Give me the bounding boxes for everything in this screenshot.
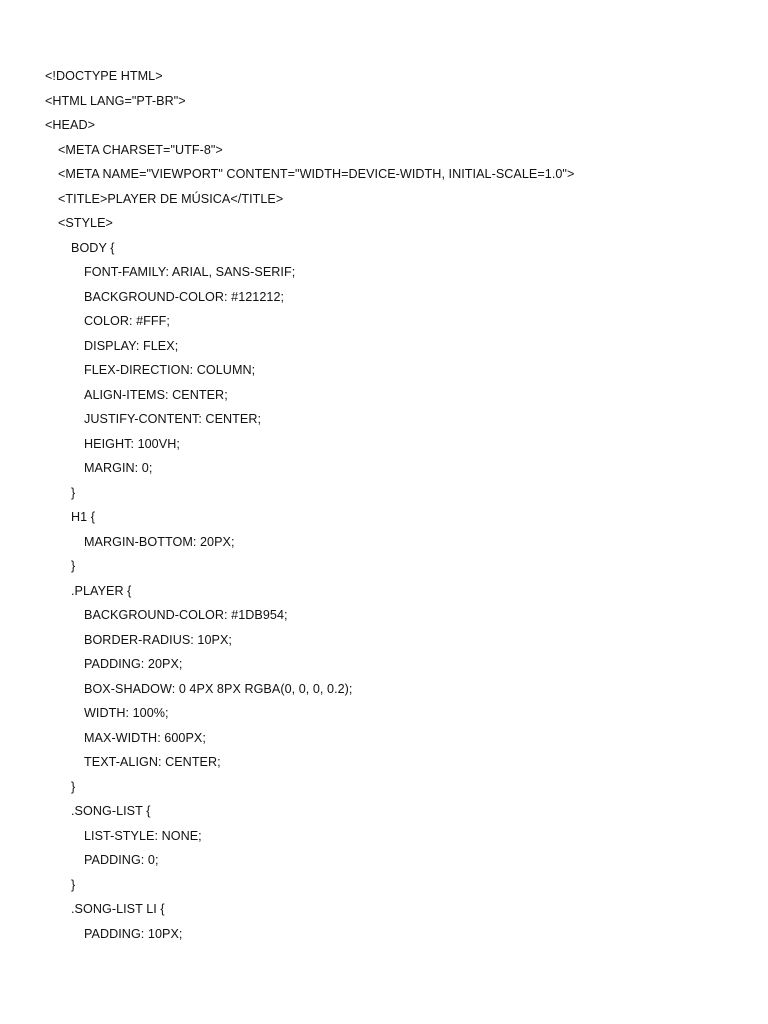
code-line: PADDING: 0; [84, 853, 159, 867]
code-line: HEIGHT: 100VH; [84, 436, 180, 451]
code-line: BACKGROUND-COLOR: #121212; [84, 289, 285, 304]
code-line: <!DOCTYPE HTML> [45, 69, 163, 83]
code-line: MAX-WIDTH: 600PX; [84, 730, 206, 745]
code-line: DISPLAY: FLEX; [84, 338, 179, 353]
code-line: H1 { [71, 510, 96, 524]
code-line: ALIGN-ITEMS: CENTER; [84, 387, 228, 402]
code-line: WIDTH: 100%; [84, 706, 169, 720]
code-line: FONT-FAMILY: ARIAL, SANS-SERIF; [84, 265, 296, 279]
code-line: <META CHARSET="UTF-8"> [58, 142, 223, 157]
code-line: } [71, 877, 76, 892]
code-line: <HTML LANG="PT-BR"> [45, 93, 186, 108]
code-line: .SONG-LIST LI { [71, 902, 165, 916]
code-line: BODY { [71, 240, 115, 255]
code-line: } [71, 559, 76, 573]
code-line: BORDER-RADIUS: 10PX; [84, 632, 232, 647]
code-line: JUSTIFY-CONTENT: CENTER; [84, 412, 262, 426]
code-line: <STYLE> [58, 216, 113, 230]
code-listing [45, 65, 745, 947]
code-line: <TITLE>PLAYER DE MÚSICA</TITLE> [58, 191, 284, 206]
code-line: .PLAYER { [71, 583, 132, 598]
code-line: TEXT-ALIGN: CENTER; [84, 755, 221, 769]
code-line: <HEAD> [45, 118, 95, 132]
code-line: PADDING: 20PX; [84, 657, 183, 671]
code-line: .SONG-LIST { [71, 804, 151, 818]
code-line: } [71, 779, 76, 794]
code-line: PADDING: 10PX; [84, 926, 183, 941]
code-line: LIST-STYLE: NONE; [84, 828, 202, 843]
code-line: } [71, 485, 76, 500]
code-line: MARGIN-BOTTOM: 20PX; [84, 534, 235, 549]
code-line: FLEX-DIRECTION: COLUMN; [84, 363, 256, 377]
code-line: <META NAME="VIEWPORT" CONTENT="WIDTH=DEVICE-WIDTH, INITIAL-SCALE=1.0"> [58, 167, 575, 181]
code-line: BACKGROUND-COLOR: #1DB954; [84, 608, 288, 622]
code-line: BOX-SHADOW: 0 4PX 8PX RGBA(0, 0, 0, 0.2); [84, 681, 353, 696]
code-line: COLOR: #FFF; [84, 314, 170, 328]
code-line: MARGIN: 0; [84, 461, 153, 475]
